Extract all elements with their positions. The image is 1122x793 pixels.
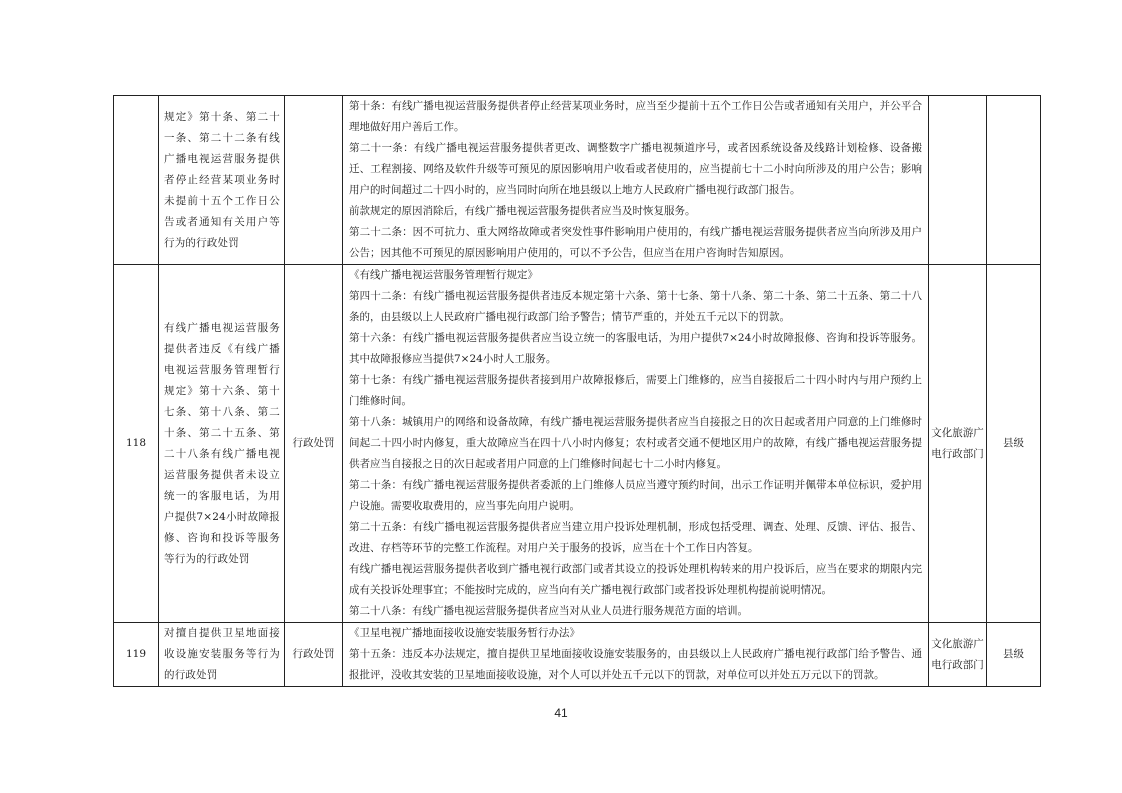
item-name: 对擅自提供卫星地面接收设施安装服务等行为的行政处罚 xyxy=(159,623,285,687)
regulation-table-body xyxy=(114,96,1041,687)
item-name: 规定》第十条、第二十一条、第二十二条有线广播电视运营服务提供者停止经营某项业务时未提前十五个工作日公告或者通知有关用户等行为的行政处罚 xyxy=(159,96,285,265)
table-row xyxy=(114,96,1041,265)
item-number: 119 xyxy=(114,623,159,687)
page-number: 41 xyxy=(554,706,568,720)
item-legal-basis xyxy=(343,96,929,265)
item-level: 县级 xyxy=(987,265,1041,623)
legal-basis-paragraph: 有线广播电视运营服务提供者收到广播电视行政部门或者其设立的投诉处理机构转来的用户投诉后，应当在要求的期限内完成有关投诉处理事宜；不能按时完成的，应当向有关广播电视行政部门或者投诉处理机构提前说明情况。 xyxy=(349,563,922,596)
legal-basis-paragraph: 第二十五条：有线广播电视运营服务提供者应当建立用户投诉处理机制，形成包括受理、调查、处理、反馈、评估、报告、改进、存档等环节的完整工作流程。对用户关于服务的投诉，应当在十个工作日内答复。 xyxy=(349,521,922,554)
item-legal-basis xyxy=(343,265,929,623)
item-department xyxy=(929,96,987,265)
item-category: 行政处罚 xyxy=(285,623,343,687)
legal-basis-paragraph: 第二十二条：因不可抗力、重大网络故障或者突发性事件影响用户使用的，有线广播电视运营服务提供者应当向所涉及用户公告；因其他不可预见的原因影响用户使用的，可以不予公告，但应当在用户咨询时告知原因。 xyxy=(349,226,922,259)
item-level: 县级 xyxy=(987,623,1041,687)
legal-basis-paragraph: 第四十二条：有线广播电视运营服务提供者违反本规定第十六条、第十七条、第十八条、第二十条、第二十五条、第二十八条的，由县级以上人民政府广播电视行政部门给予警告；情节严重的，并处五千元以下的罚款。 xyxy=(349,290,922,323)
item-number xyxy=(114,96,159,265)
item-number: 118 xyxy=(114,265,159,623)
regulation-table xyxy=(113,95,1041,687)
legal-basis-paragraph: 第十五条：违反本办法规定，擅自提供卫星地面接收设施安装服务的，由县级以上人民政府广播电视行政部门给予警告、通报批评，没收其安装的卫星地面接收设施，对个人可以并处五千元以下的罚款，对单位可以并处五万元以下的罚款。 xyxy=(349,648,922,681)
table-row xyxy=(114,265,1041,623)
legal-basis-paragraph: 第二十条：有线广播电视运营服务提供者委派的上门维修人员应当遵守预约时间，出示工作证明并佩带本单位标识，爱护用户设施。需要收取费用的，应当事先向用户说明。 xyxy=(349,479,922,512)
item-department: 文化旅游广电行政部门 xyxy=(929,265,987,623)
legal-basis-paragraph: 《卫星电视广播地面接收设施安装服务暂行办法》 xyxy=(349,627,580,639)
table-row xyxy=(114,623,1041,687)
item-category xyxy=(285,96,343,265)
item-department: 文化旅游广电行政部门 xyxy=(929,623,987,687)
legal-basis-paragraph: 第十六条：有线广播电视运营服务提供者应当设立统一的客服电话，为用户提供7×24小时故障报修、咨询和投诉等服务。其中故障报修应当提供7×24小时人工服务。 xyxy=(349,332,922,365)
legal-basis-paragraph: 第二十八条：有线广播电视运营服务提供者应当对从业人员进行服务规范方面的培训。 xyxy=(349,605,748,617)
item-level xyxy=(987,96,1041,265)
item-legal-basis xyxy=(343,623,929,687)
legal-basis-paragraph: 第十条：有线广播电视运营服务提供者停止经营某项业务时，应当至少提前十五个工作日公告或者通知有关用户，并公平合理地做好用户善后工作。 xyxy=(349,100,922,133)
legal-basis-paragraph: 第十八条：城镇用户的网络和设备故障，有线广播电视运营服务提供者应当自接报之日的次日起或者用户同意的上门维修时间起二十四小时内修复，重大故障应当在四十八小时内修复；农村或者交通不便地区用户的故障，有线广播电视运营服务提供者应当自接报之日的次日起或者用户同意的上门维修时间起七十二小时内修复。 xyxy=(349,416,922,470)
item-name: 有线广播电视运营服务提供者违反《有线广播电视运营服务管理暂行规定》第十六条、第十七条、第十八条、第二十条、第二十五条、第二十八条有线广播电视运营服务提供者未设立统一的客服电话，为用户提供7×24小时故障报修、咨询和投诉等服务等行为的行政处罚 xyxy=(159,265,285,623)
legal-basis-paragraph: 《有线广播电视运营服务管理暂行规定》 xyxy=(349,269,538,281)
legal-basis-paragraph: 前款规定的原因消除后，有线广播电视运营服务提供者应当及时恢复服务。 xyxy=(349,205,696,217)
legal-basis-paragraph: 第十七条：有线广播电视运营服务提供者接到用户故障报修后，需要上门维修的，应当自接报后二十四小时内与用户预约上门维修时间。 xyxy=(349,374,922,407)
legal-basis-paragraph: 第二十一条：有线广播电视运营服务提供者更改、调整数字广播电视频道序号，或者因系统设备及线路计划检修、设备搬迁、工程割接、网络及软件升级等可预见的原因影响用户收看或者使用的，应当提前七十二小时向所涉及的用户公告；影响用户的时间超过二十四小时的，应当同时向所在地县级以上地方人民政府广播电视行政部门报告。 xyxy=(349,142,922,196)
item-category: 行政处罚 xyxy=(285,265,343,623)
